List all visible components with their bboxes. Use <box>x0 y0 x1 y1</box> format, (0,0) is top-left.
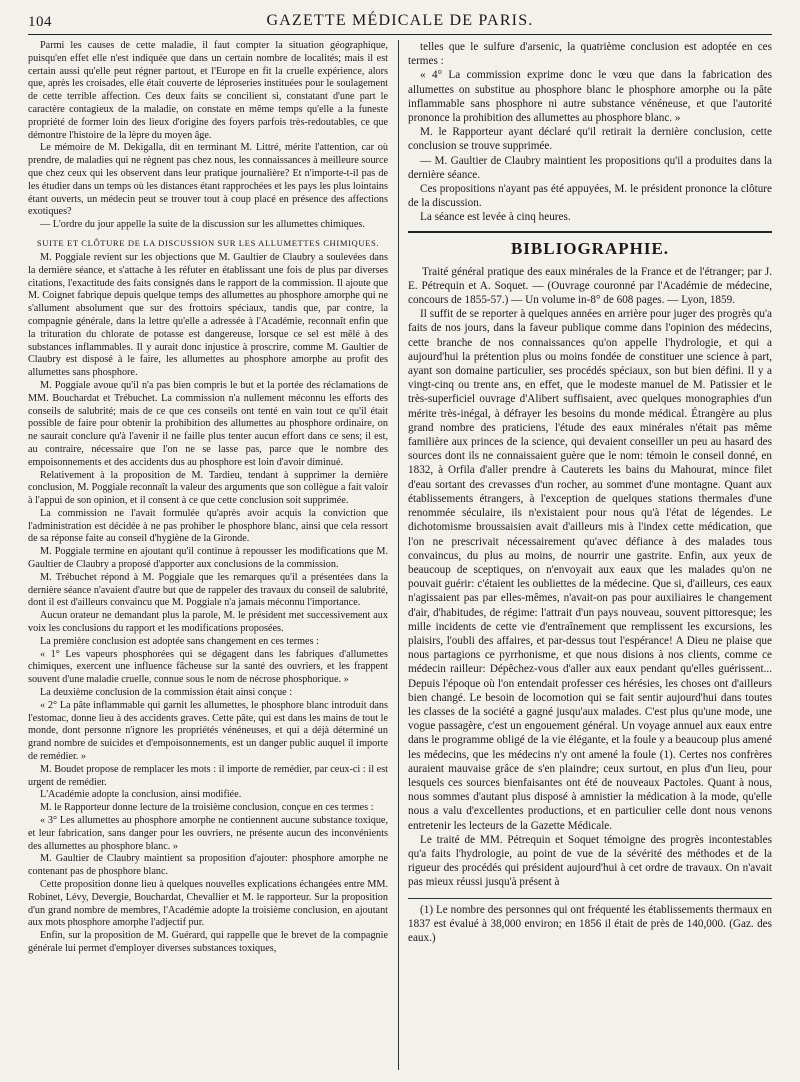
paragraph: M. Trébuchet répond à M. Poggiale que les remarques qu'il a présentées dans la dernière séance n'avaient d'autre but que de rappeler des travaux du conseil de salubrité, dont il est d'ailleurs convaincu que M. Poggiale n'a jamais méconnu l'importance. <box>28 571 388 609</box>
paragraph: telles que le sulfure d'arsenic, la quatrième conclusion est adoptée en ces termes : <box>408 41 772 68</box>
paragraph: M. Boudet propose de remplacer les mots : il importe de remédier, par ceux-ci : il est urgent de remédier. <box>28 763 388 788</box>
footnote-divider <box>408 898 772 899</box>
bibliography-heading: BIBLIOGRAPHIE. <box>510 238 670 258</box>
paragraph: L'Académie adopte la conclusion, ainsi modifiée. <box>40 789 242 801</box>
paragraph: La première conclusion est adoptée sans changement en ces termes : <box>40 635 319 647</box>
paragraph: Parmi les causes de cette maladie, il faut compter la situation géographique, puisqu'en effet elle n'est indiquée que dans un certain nombre de localités; mais il est certain aussi qu'elle peut régner partout, et l'Europe en fit la cruelle expérience, alors que, après les croisades, elle était couverte de léproseries instituées pour le soulagement de cette terrible affection. Ces deux faits se concilient si, constatant d'une part le caractère contagieux de la maladie, on constate en même temps qu'elle a la funeste propriété de former loin des lieux d'origine des foyers parfois très-redoutables, ce que démontre l'histoire de la lèpre du moyen âge. <box>28 40 388 141</box>
quoted-conclusion: « 3° Les allumettes au phosphore amorphe ne contiennent aucune substance toxique, et leur fabrication, sans danger pour les ouvriers, ne présente aucun des inconvénients des allumettes au phosphore blanc. » <box>28 815 388 852</box>
quoted-conclusion: « 2° La pâte inflammable qui garnit les allumettes, le phosphore blanc introduit dans l'estomac, donne lieu à des accidents graves. Cette pâte, qui est dans les mains de tout le monde, dont personne n'ignore les propriétés vénéneuses, et qui a déjà déterminé un grand nombre de suicides et d'empoisonnements, est un danger public auquel il importe de remédier. » <box>28 699 388 763</box>
column-divider <box>398 40 399 1070</box>
section-divider <box>408 231 772 233</box>
paragraph: M. Poggiale revient sur les objections que M. Gaultier de Claubry a soulevées dans la dernière séance, et s'attache à les réfuter en établissant une fois de plus par diverses citations, l'exactitude des faits consignés dans le rapport de la commission. Il ajoute que M. Coignet fabrique depuis quelque temps des allumettes au phosphore amorphe qui ne s'allument absolument que sur des frottoirs spéciaux, tandis que, par contre, la compagnie générale, dans la lettre qu'elle a adressée à l'Académie, reconnaît enfin que la trituration du chlorate de potasse est dangereuse, lorsque ce sel est mêlé à des substances inflammables. Il y aurait donc injustice à proscrire, comme M. Gaultier de Claubry est disposé à le faire, les allumettes au phosphore amorphe au profit des allumettes sans phosphore. <box>28 251 388 379</box>
left-column <box>28 40 388 1070</box>
paragraph: Il suffit de se reporter à quelques années en arrière pour juger des progrès qu'a faits de nos jours, dans la faveur publique comme dans l'opinion des médecins, cette branche de nos connaissances qu'on appelle l'hydrologie, et qui a aujourd'hui la prétention plus ou moins fondée de constituer une science à part, ayant son domaine particulier, ses procédés spéciaux, son but bien défini. Il y a vingt-cinq ou trente ans, en effet, que le modeste manuel de M. Patissier et le très-superficiel ouvrage d'Alibert suffisaient, avec quelques monographies d'un mérite très-inégal, à défrayer les besoins du monde médical. Étrangère au plus grand nombre des praticiens, l'étude des eaux minérales n'était pas même familière aux princes de la science, qui devaient conseiller un peu au hasard des sources dont ils ne connaissaient guère que le nom: témoin le conseil donné, en 1832, à Orfila d'aller prendre à Cauterets les bains du Mahourat, mince filet d'eau sortant des crevasses d'un rocher, au sommet d'une montagne. Quant aux établissements étrangers, à l'exception de quelques stations thermales d'une renommée séculaire, ils n'existaient pour nous qu'à l'état de légendes. Le dichotomisme broussaisien avait d'ailleurs mis à l'index cette médication, que l'on ne prescrivait nécessairement qu'avec défiance à des malades tous convaincus, du plus au moins, de nourrir une gastrite. Enfin, aux yeux de beaucoup de sceptiques, on n'envoyait aux eaux que les malades qu'on ne pouvait guérir: c'étaient les oubliettes de la médecine. Que si, d'ailleurs, ces eaux n'agissaient pas par elles-mêmes, n'avait-on pas pour auxiliaires le changement d'air, d'habitudes, de régime: l'attrait d'un pays nouveau, souvent pittoresque; les mille incidents de cette vie d'entraînement que remplissent les excursions, les plaisirs, l'oubli des affaires, et par-dessus tout l'espérance! A Dieu ne plaise que nous partagions ce pyrrhonisme, et que nous disions à nos clients, comme ce médecin railleur: Dépêchez-vous d'aller aux eaux pendant qu'elles guérissent... Depuis l'époque où l'on entendait professer ces hérésies, les choses ont d'ailleurs bien changé. Le besoin de locomotion qui se fait sentir aujourd'hui dans toutes les classes de la société a gagné jusqu'aux malades. C'est plus qu'une mode, une vogue passagère, c'est un engouement général. Un voyage annuel aux eaux entre dans le programme obligé de la vie élégante, et la foule y a beaucoup plus amené les médecins, que les médecins n'y ont amené la foule (1). Certes nos confrères auraient mauvaise grâce de s'en plaindre; ceux surtout, en plus d'un lieu, pour lesquels ces sources bienfaisantes ont été de nouveaux Pactoles. Quant à nous, nous sommes d'autant plus disposé à amnistier la médication à la mode, qu'elle nous a valu d'excellentes productions, et en particulier celle dont nous venons entretenir les lecteurs de la Gazette Médicale. <box>408 308 772 832</box>
paragraph: La séance est levée à cinq heures. <box>420 211 571 224</box>
paragraph: M. le Rapporteur donne lecture de la troisième conclusion, conçue en ces termes : <box>40 802 374 814</box>
paragraph: — M. Gaultier de Claubry maintient les propositions qu'il a produites dans la dernière séance. <box>408 154 772 181</box>
bibliography-entry: Traité général pratique des eaux minérales de la France et de l'étranger; par J. E. Pétrequin et A. Soquet. — (Ouvrage couronné par l'Académie de médecine, concours de 1855-57.) — Un volume in-8° de 608 pages. — Lyon, 1859. <box>408 265 772 307</box>
paragraph: La deuxième conclusion de la commission était ainsi conçue : <box>40 687 293 699</box>
paragraph: M. le Rapporteur ayant déclaré qu'il retirait la dernière conclusion, cette conclusion se trouve supprimée. <box>408 126 772 153</box>
paragraph: Le mémoire de M. Dekigalla, dit en terminant M. Littré, mérite l'attention, car où prendre, de maladies qui ne règnent pas chez nous, les connaissances à meilleure source que chez ceux qui les observent dans leur pratique journalière? Et n'importe-t-il pas de les étudier dans un temps où les distances étant rapprochées et les pays les plus lointains étant ouverts, un médecin peut se trouver tout à coup placé en présence des affections exotiques? <box>28 142 388 218</box>
paragraph: M. Gaultier de Claubry maintient sa proposition d'ajouter: phosphore amorphe ne contenant pas de phosphore blanc. <box>28 853 388 878</box>
page-header <box>28 8 772 35</box>
paragraph: M. Poggiale avoue qu'il n'a pas bien compris le but et la portée des réclamations de MM. Bouchardat et Trébuchet. La commission n'a nullement méconnu les efforts des conseils de salubrité; mais de ce que ces conseils ont tenté en vain tout ce qu'il était possible de faire pour obtenir la prohibition des allumettes au phosphore ordinaire, on ne saurait conclure qu'à l'avenir il ne faille plus tenter aucun effort dans ce sens; il est, au contraire, nécessaire que l'on ne se lasse pas, parce que le nombre des empoisonnements et des accidents dus au phosphore est loin d'avoir diminué. <box>28 379 388 468</box>
section-title: SUITE ET CLÔTURE DE LA DISCUSSION SUR LES ALLUMETTES CHIMIQUES. <box>36 237 380 248</box>
page-number: 104 <box>28 14 52 30</box>
paragraph: Aucun orateur ne demandant plus la parole, M. le président met successivement aux voix les conclusions du rapport et les modifications proposées. <box>28 610 388 635</box>
paragraph: — L'ordre du jour appelle la suite de la discussion sur les allumettes chimiques. <box>40 219 365 231</box>
footnote: (1) Le nombre des personnes qui ont fréquenté les établissements thermaux en 1837 est évalué à 38,000 environ; en 1856 il était de près de 140,000. (Gaz. des eaux.) <box>408 903 772 944</box>
paragraph: La commission ne l'avait formulée qu'après avoir acquis la conviction que l'administration est décidée à ne pas prohiber le phosphore blanc, ainsi que cela ressort de sa réponse faite au conseil d'hygiène de la Gironde. <box>28 507 388 545</box>
journal-title: GAZETTE MÉDICALE DE PARIS. <box>266 12 534 29</box>
paragraph: Ces propositions n'ayant pas été appuyées, M. le président prononce la clôture de la discussion. <box>408 183 772 210</box>
right-column <box>408 40 772 1070</box>
quoted-conclusion: « 4° La commission exprime donc le vœu que dans la fabrication des allumettes on substitue au phosphore blanc le phosphore amorphe ou la pâte inflammable sans phosphore ni autre substance vénéneuse, et que l'autorité prononce la prohibition des allumettes au phosphore blanc. » <box>408 69 772 125</box>
paragraph: Cette proposition donne lieu à quelques nouvelles explications échangées entre MM. Robinet, Lévy, Devergie, Bouchardat, Chevallier et M. le rapporteur. Sur la proposition d'un grand nombre de membres, l'Académie adopte la troisième conclusion, en ajoutant aux mots phosphore amorphe l'adjectif pur. <box>28 879 388 929</box>
paragraph: Le traité de MM. Pétrequin et Soquet témoigne des progrès incontestables qu'a faits l'hydrologie, au point de vue de la sévérité des méthodes et de la rigueur des procédés qui président aujourd'hui à cet ordre de travaux. On n'avait pas mieux réussi jusqu'à présent à <box>408 833 772 889</box>
paragraph: Relativement à la proposition de M. Tardieu, tendant à supprimer la dernière conclusion, M. Poggiale reconnaît la valeur des arguments que son collègue a fait valoir à l'appui de son opinion, et il consent à ce que cette conclusion soit supprimée. <box>28 469 388 507</box>
quoted-conclusion: « 1° Les vapeurs phosphorées qui se dégagent dans les fabriques d'allumettes chimiques, exercent une influence fâcheuse sur la santé des ouvriers, et les frappent souvent d'une maladie cruelle, connue sous le nom de nécrose phosphorique. » <box>28 648 388 686</box>
paragraph: Enfin, sur la proposition de M. Guérard, qui rappelle que le brevet de la compagnie générale lui permet d'employer diverses substances toxiques, <box>28 930 388 954</box>
paragraph: M. Poggiale termine en ajoutant qu'il continue à repousser les modifications que M. Gaultier de Claubry a proposé d'apporter aux conclusions de la commission. <box>28 546 388 571</box>
